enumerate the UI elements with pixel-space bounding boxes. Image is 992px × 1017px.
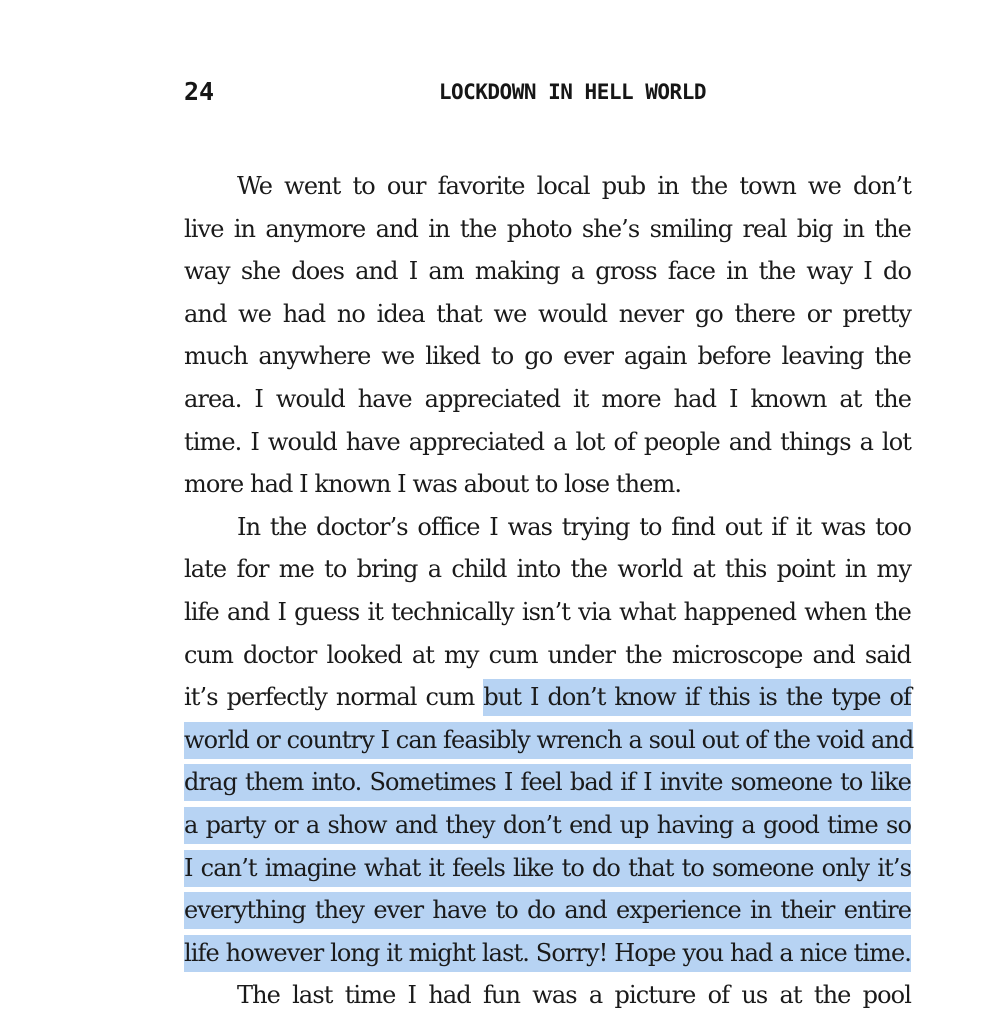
text-line: We went to our favorite local pub in the town we don’t: [237, 172, 911, 200]
text-line: [184, 804, 911, 847]
text-line: [184, 847, 911, 890]
text-selection[interactable]: world or country I can feasibly wrench a soul out of the void and: [184, 722, 913, 759]
text-line: it’s perfectly normal cum but I don’t know if this is the type of: [184, 676, 911, 719]
text-line: In the doctor’s office I was trying to find out if it was too: [237, 512, 911, 541]
text-selection[interactable]: I can’t imagine what it feels like to do that to someone only it’s: [184, 850, 911, 887]
text-line: and we had no idea that we would never go there or pretty: [184, 299, 911, 328]
text-selection[interactable]: life however long it might last. Sorry! Hope you had a nice time.: [184, 935, 911, 972]
text-line: [184, 719, 914, 762]
text-line: more had I known I was about to lose them.: [184, 470, 682, 499]
text-line: life and I guess it technically isn’t via what happened when the: [184, 597, 911, 626]
body-text[interactable]: [184, 165, 914, 1017]
text-line: live in anymore and in the photo she’s smiling real big in the: [184, 214, 911, 243]
book-title: LOCKDOWN IN HELL WORLD: [438, 80, 706, 104]
text-line: [184, 932, 911, 975]
running-header: [184, 78, 706, 106]
text-line: time. I would have appreciated a lot of people and things a lot: [184, 427, 911, 456]
text-line: [184, 761, 911, 804]
text-selection[interactable]: a party or a show and they don’t end up having a good time so: [184, 807, 911, 844]
text-line: way she does and I am making a gross face in the way I do: [184, 257, 911, 286]
text-line-cut-off: The last time I had fun was a picture of us at the pool: [237, 981, 911, 1010]
text-line: much anywhere we liked to go ever again before leaving the: [184, 342, 911, 371]
page-number: 24: [184, 77, 215, 106]
text-selection[interactable]: everything they ever have to do and experience in their entire: [184, 892, 911, 929]
text-line: cum doctor looked at my cum under the microscope and said: [184, 640, 911, 669]
text-line: area. I would have appreciated it more had I known at the: [184, 384, 911, 413]
text-selection[interactable]: but I don’t know if this is the type of: [483, 679, 911, 716]
text-line: [184, 889, 911, 932]
text-line: late for me to bring a child into the world at this point in my: [184, 555, 911, 584]
text-selection[interactable]: drag them into. Sometimes I feel bad if I invite someone to like: [184, 764, 911, 801]
